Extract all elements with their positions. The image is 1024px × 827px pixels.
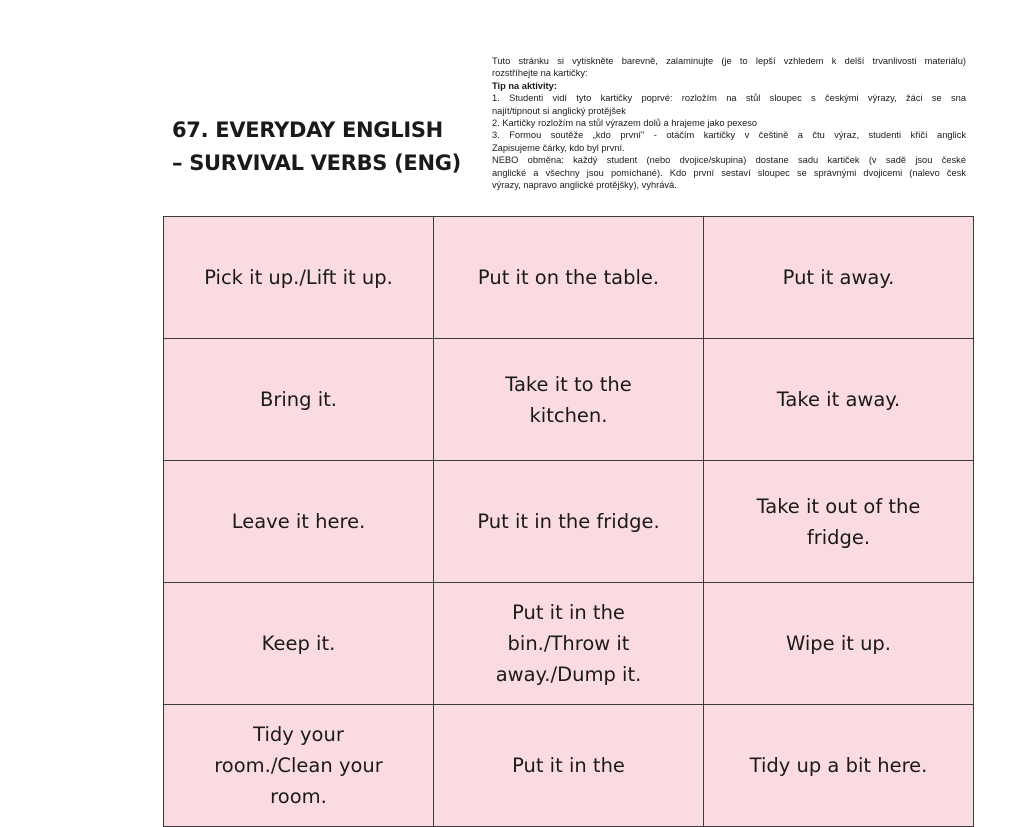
- card: [164, 217, 434, 339]
- instructions-block: [492, 55, 966, 211]
- instruction-line: NEBO obměna: každý student (nebo dvojice/skupina) dostane sadu kartiček (v sadě jsou české: [492, 155, 966, 166]
- card-text: Tidy your room./Clean your room.: [214, 723, 383, 808]
- card: [164, 339, 434, 461]
- instruction-line: rozstříhejte na kartičky:: [492, 68, 588, 79]
- instruction-line: 2. Kartičky rozložím na stůl výrazem dolů a hrajeme jako pexeso: [492, 118, 758, 129]
- card: [434, 583, 704, 705]
- card-text: Put it in the fridge.: [477, 510, 660, 533]
- instruction-line: anglické a všechny jsou pomíchané). Kdo první sestaví sloupec se správnými dvojicemi (nalevo česk: [492, 167, 966, 178]
- card: [704, 705, 974, 827]
- card: [704, 583, 974, 705]
- card: [434, 217, 704, 339]
- card-text: Take it to the kitchen.: [505, 372, 632, 427]
- instruction-line: Tuto stránku si vytiskněte barevně, zalaminujte (je to lepší vzhledem k delší trvanlivosti materiálu): [492, 56, 966, 66]
- worksheet-title: [172, 114, 472, 180]
- card-text: Put it in the bin./Throw it away./Dump it.: [495, 601, 642, 686]
- instruction-line: výrazy, napravo anglické protějšky), vyhrává.: [492, 180, 677, 191]
- card: [434, 339, 704, 461]
- card-row: [164, 705, 974, 827]
- card-text: Leave it here.: [231, 510, 366, 533]
- title-line-1: 67. EVERYDAY ENGLISH: [172, 118, 443, 142]
- card: [704, 461, 974, 583]
- card: [704, 217, 974, 339]
- card-text: Take it out of the fridge.: [756, 494, 921, 549]
- instruction-line: Zapisujeme čárky, kdo byl první.: [492, 142, 625, 153]
- card: [434, 705, 704, 827]
- card-grid: [163, 216, 974, 827]
- instruction-line: 1. Studenti vidí tyto kartičky poprvé: rozložím na stůl sloupec s českými výrazy, žáci se sna: [492, 93, 966, 104]
- card: [164, 461, 434, 583]
- card: [434, 461, 704, 583]
- instruction-line: 3. Formou soutěže „kdo první" - otáčím kartičky v češtině a čtu výraz, studenti křičí anglick: [492, 130, 966, 141]
- card-text: Pick it up./Lift it up.: [204, 266, 393, 289]
- card-text: Put it on the table.: [477, 266, 660, 289]
- card-row: [164, 339, 974, 461]
- card-text: Put it away.: [782, 266, 895, 289]
- card-text: Put it in the: [512, 754, 625, 777]
- title-line-2: – SURVIVAL VERBS (ENG): [172, 151, 461, 175]
- card-row: [164, 461, 974, 583]
- card-row: [164, 217, 974, 339]
- instruction-line: najít/tipnout si anglický protějšek: [492, 105, 626, 116]
- card-text: Keep it.: [261, 632, 336, 655]
- card-text: Take it away.: [776, 388, 901, 411]
- instruction-heading: Tip na aktivity:: [492, 80, 557, 91]
- card: [164, 583, 434, 705]
- card-text: Tidy up a bit here.: [749, 754, 928, 777]
- card-text: Bring it.: [259, 388, 337, 411]
- card-text: Wipe it up.: [785, 632, 892, 655]
- card-row: [164, 583, 974, 705]
- card: [164, 705, 434, 827]
- card: [704, 339, 974, 461]
